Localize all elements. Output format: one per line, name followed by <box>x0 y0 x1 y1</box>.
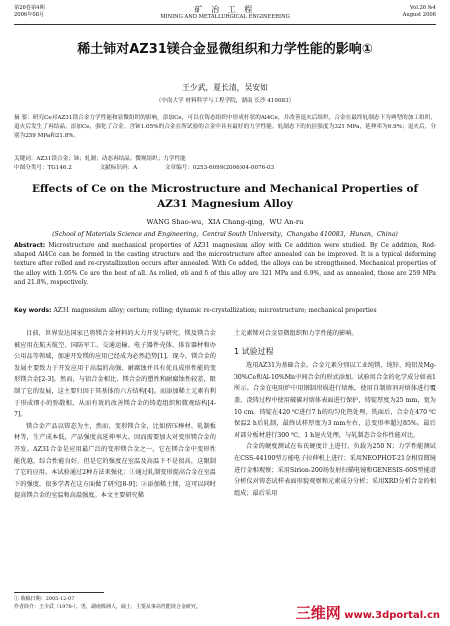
article-number: 文章编号：0253-6099(2006)04-0076-03 <box>164 165 275 171</box>
page-header <box>14 5 436 25</box>
body-paragraph: 目前，世界发达国家已将镁合金材料的大力开发与研究，镁及镁合金被应用在航天航空、国防军工、交通运输、电子器件壳体、体育器材和办公用品等领域，加速开发镁的应用已经成为必然趋势[1]。现今，镁合金的发展主要致力于开发应用于高温的高强、耐腐蚀并具有优良成形性能的变形镁合金[2-3]。然而，与铝合金相比，镁合金的塑性和耐腐蚀性较差，限制了它的发展，这主要归因于其基体的六方结构[4]。而添加稀土元素有利于形成细小的弥散相，从而有效的改善镁合金的铸造组织和微观结构[4-7]。 <box>14 330 216 419</box>
watermark <box>296 602 440 623</box>
body-paragraph: 选用AZ31为基础合金。合金元素分别以工业纯镁、纯锌、纯铝及Mg-30%Ce和Al-10%Mn中间合金的形式添加。试验用合金的化学成分如表1所示。合金在电阻炉中用钢制坩埚进行熔炼，使用自制熔剂对熔体进行覆盖，浇铸过程中使用破碳对熔体表面进行保护，铸锭厚度为25 mm，宽为10 cm。铸锭在420 ℃进行7 h的均匀化热处理。铣面后，合金在470 ℃保温2 h后轧制，最终试样厚度为3 mm左右，总变形率超过85%。最后对部分板材进行300 ℃，1 h退火处理，与轧制态合金作性能对比。 <box>234 362 436 439</box>
affiliation-zh: （中南大学 材料科学与工程学院，湖南 长沙 410083） <box>155 98 295 104</box>
volume-issue-en: Vol.26 №4 <box>409 5 436 11</box>
paper-title-en: Effects of Ce on the Microstructure and Mechanical Properties of AZ31 Magnesium Alloy <box>32 183 418 210</box>
abstract-en <box>14 241 436 287</box>
classification-row <box>14 164 436 173</box>
document-code: 文献标识码：A <box>99 165 138 171</box>
issue-date-en: August 2006 <box>402 11 436 18</box>
abstract-text-en: Microstructure and mechanical properties of AZ31 magnesium alloy with Ce addition were studied. By Ce addition, Rod-shaped Al4Ce can be formed in the casting structure and the microstructure after annealed can be improved. It is a typical deforming texture after rolled and re-crystallization occurs after annealed. With Ce added, the alloys can be strengthened. Mechanical properties of the alloy with 1.05% Ce are the best of all. As rolled, σb and δ of this alloy are 321 MPa and 6.9%, and as annealed, those are 259 MPa and 21.8%, respectively. <box>14 242 436 286</box>
keywords-label: Key words: <box>14 307 52 314</box>
abstract-label: Abstract: <box>14 242 46 249</box>
abstract-zh: 摘 要：研究Ce对AZ31镁合金力学性能和显微组织的影响。添加Ce，可以在铸态组织中形成杆状的Al4Ce，并改善退火后组织。合金在最终轧制态下为典型的加工组织，退火后发生了再结晶。添加Ce，强化了合金。含铈1.05%的合金在所试验的合金中具有最好的力学性能。轧制态下的抗拉强度为321 MPa，延伸率为6.9%；退火后，分别为259 MPa和21.8%。 <box>14 115 436 139</box>
watermark-cn: 三维网 <box>295 604 341 622</box>
paper-title-zh: 稀土铈对AZ31镁合金显微组织和力学性能的影响① <box>77 42 373 57</box>
journal-name-zh: 矿 冶 工 程 <box>194 5 256 14</box>
body-column-right <box>234 328 436 499</box>
authors-en: WANG Shao-wu，XIA Chang-qing，WU An-ru <box>146 218 304 226</box>
authors-zh: 王少武，夏长清，吴安如 <box>182 83 268 92</box>
body-paragraph: 镁合金产品以铸态为主，然而，变形镁合金，比如挤压棒材、轧制板材等，生产成本低，产品强度高延伸率大。因而需要加大对变形镁合金的开发。AZ31合金是应用最广泛的变形镁合金之一，它在镁合金中变形性能优越，综合性能良好。但是它的强度在室温及高温下不是很高，这限制了它的应用。本试验通过2种方法来强化：①通过轧制变形提高合金在室温下的强度，很多学者在这方面做了研究[8-9]；②添加稀土铈，这可以同时提高镁合金的室温和高温强度。本文主要研究稀 <box>14 422 216 500</box>
author-bio: 作者简介：王少武（1978-），男，湖南株洲人，硕士，主要从事高性能镁合金研究。 <box>14 603 201 610</box>
keywords-en <box>14 306 436 315</box>
footnote-rule <box>14 592 104 593</box>
issue-date: 2006年08月 <box>14 11 45 18</box>
keywords-zh: 关键词：AZ31镁合金；铈；轧制；动态再结晶；微观组织；力学性能 <box>14 156 186 162</box>
affiliation-en: (School of Materials Science and Engineering，Central South University，Changsha 410083，Hunan，China) <box>52 231 398 238</box>
header-rule <box>14 24 436 25</box>
section-heading: 1 试验过程 <box>234 346 274 356</box>
body-paragraph: 合金的硬度测试在布氏硬度计上进行，负载为250 N；力学性能测试在CSS-44100型万能电子拉伸机上进行；采用NEOPHOT-21金相显微镜进行金相观察；采用Sirion-200场发射扫描电镜和GENESIS-60S型能谱分析仪对铸态试样表面形貌观察和元素成分分析；采用XRD分析合金的相组成；最后采用 <box>234 443 436 497</box>
watermark-url: www.3dportal.cn <box>344 610 440 621</box>
body-paragraph: 土元素铈对合金显微组织和力学性能的影响。 <box>234 330 358 337</box>
journal-name <box>14 5 436 21</box>
volume-issue: 第26卷第4期 <box>14 5 45 11</box>
metadata-zh <box>14 155 436 173</box>
body-column-left <box>14 328 216 502</box>
received-date: ① 收稿日期：2005-12-07 <box>14 596 75 602</box>
class-number: 中图分类号：TG146.2 <box>14 165 72 171</box>
journal-name-en: MINING AND METALLURGICAL ENGINEERING <box>160 14 290 20</box>
keywords-text-en: AZ31 magnesium alloy; cerium; rolling; dynamic re-crystallization; microstructure; mechanical properties <box>53 307 377 314</box>
issue-info-en <box>403 5 436 18</box>
